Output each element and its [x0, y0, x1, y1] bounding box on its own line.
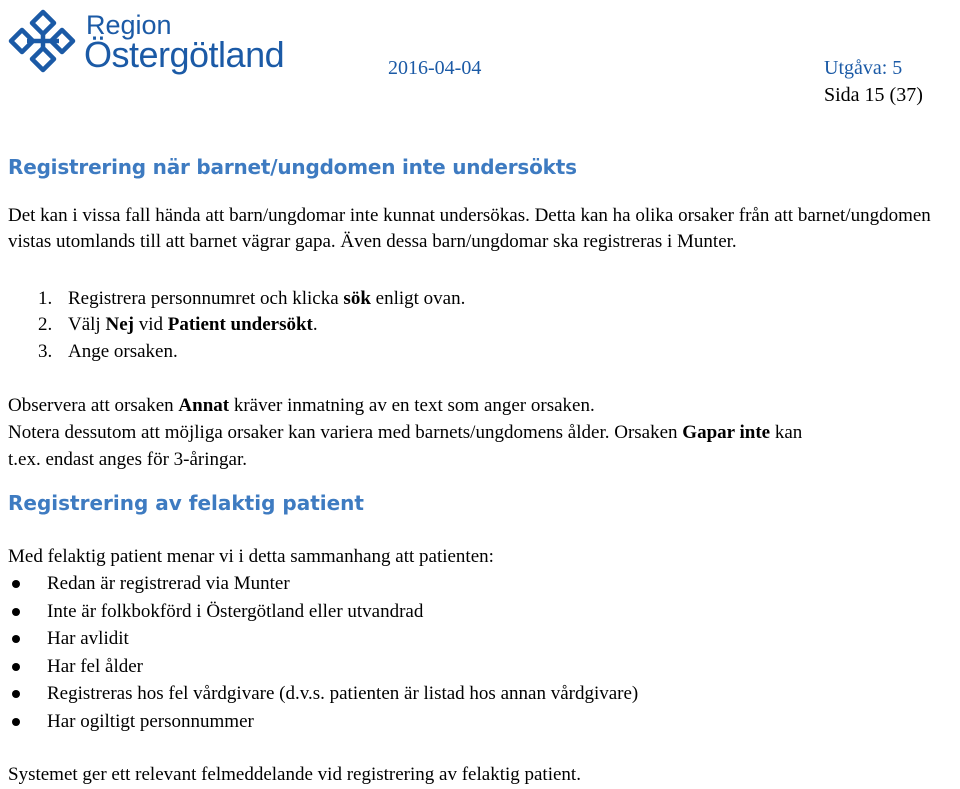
note-age-variation-cont: t.ex. endast anges för 3-åringar.	[8, 449, 247, 470]
logo-mark-icon	[6, 6, 80, 76]
bullet-icon	[12, 580, 20, 588]
note-age-variation: Notera dessutom att möjliga orsaker kan variera med barnets/ungdomens ålder. Orsaken Gapar inte kan	[8, 422, 803, 443]
intro-paragraph: Det kan i vissa fall hända att barn/ungdomar inte kunnat undersökas. Detta kan ha olika orsaker från att barnet/ungdomen vistas utomlands till att barnet vägrar gapa. Även dessa barn/ungdomar ska registreras i Munter.	[8, 205, 931, 252]
region-ostergotland-logo	[6, 6, 306, 76]
bullet-icon	[12, 608, 20, 616]
wrong-patient-lead: Med felaktig patient menar vi i detta sammanhang att patienten:	[8, 546, 494, 567]
closing-paragraph: Systemet ger ett relevant felmeddelande vid registrering av felaktig patient.	[8, 764, 581, 785]
step-2: 2. Välj Nej vid Patient undersökt.	[38, 314, 318, 335]
section-heading-wrong-patient: Registrering av felaktig patient	[8, 491, 364, 515]
logo-name-text: Östergötland	[84, 34, 285, 75]
bullet-icon	[12, 663, 20, 671]
bullet-icon	[12, 718, 20, 726]
logo-region-text: Region	[86, 10, 172, 40]
document-edition: Utgåva: 5	[824, 57, 903, 79]
page-number: Sida 15 (37)	[824, 84, 923, 106]
step-1: 1. Registrera personnumret och klicka sök enligt ovan.	[38, 288, 466, 309]
step-3: 3. Ange orsaken.	[38, 341, 178, 362]
document-date: 2016-04-04	[388, 57, 482, 79]
bullet-icon	[12, 635, 20, 643]
bullet-icon	[12, 690, 20, 698]
note-annat: Observera att orsaken Annat kräver inmatning av en text som anger orsaken.	[8, 395, 595, 416]
section-heading-not-examined: Registrering när barnet/ungdomen inte undersökts	[8, 155, 577, 179]
